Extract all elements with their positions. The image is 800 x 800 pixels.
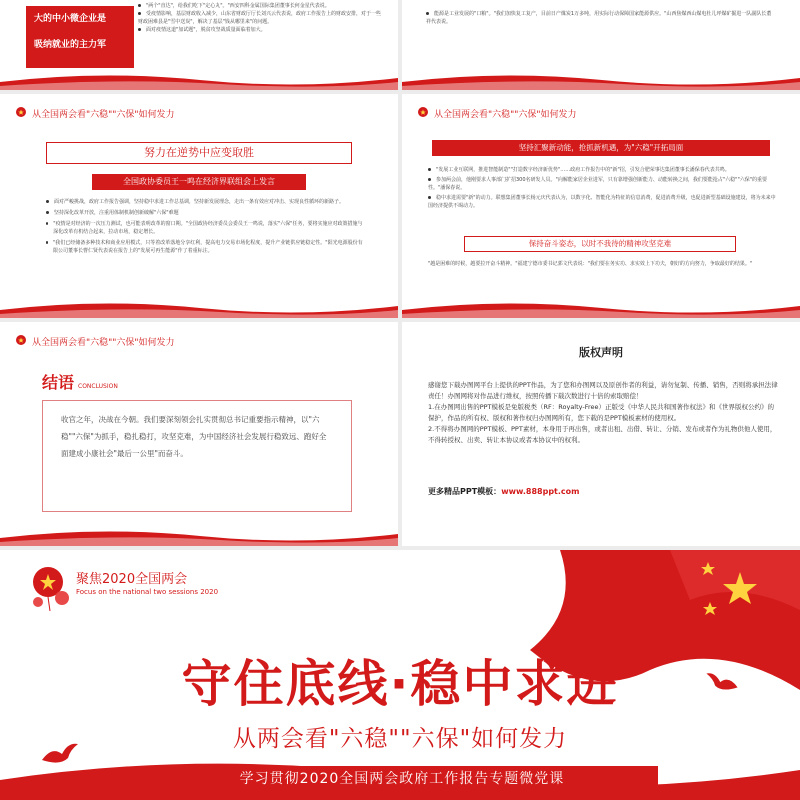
red-wave-decoration [0, 528, 398, 546]
slide-thumbnail-6[interactable] [402, 322, 800, 546]
copyright-title: 版权声明 [579, 346, 623, 359]
cover-slide[interactable] [0, 550, 800, 800]
list-item: 受疫情影响，基层财政收入减少，山东省财政厅厅长刘兴云代表说，政府工作报告上的财政安排，对于一些财政困难县是"雪中送炭"，解决了基层"钱从哪里来"的问题。 [138, 11, 382, 25]
red-wave-decoration [402, 300, 800, 318]
conclusion-title-en: CONCLUSION [78, 383, 118, 390]
bullet-list [138, 2, 383, 34]
copyright-paragraph: 1.在办图网出售的PPT模板是免版税类（RF：Royalty-Free）正版受《中华人民共和国著作权法》和《世界版权公约》的保护，作品的所有权、版权和著作权归办图网所有，您下载的是PPT模板素材的使用权。 [428, 403, 775, 422]
conclusion-title [42, 370, 118, 393]
slide-thumbnail-2[interactable] [402, 0, 800, 90]
balloon-logo-icon [28, 564, 72, 612]
list-item: 稳中求进需要"新"的动力。联想集团董事长杨元庆代表认为，以数字化、智能化为特征的信息消费，促进消费升级，也促进新型基础设施建设，将为未来中国经济提供不竭动力。 [428, 195, 776, 209]
highlight-line-1: 大的中小微企业是 [34, 14, 107, 24]
more-templates-link[interactable]: www.888ppt.com [501, 487, 580, 496]
section-title: 坚持汇聚新动能，抢抓新机遇，为"六稳"开拓局面 [432, 140, 770, 156]
slide-thumbnail-4[interactable] [402, 94, 800, 318]
list-item: "我们已经储备多种技术和商业应用模式，只等着改革落地分享红利，提高电力交易市场化程度，提升产业链供应链稳定性。"阳光电源股份有限公司董事长曹仁贤代表说在报告上的"发展可再生能源"作了着重标注。 [46, 239, 366, 255]
slide-thumbnail-5[interactable] [0, 322, 398, 546]
more-templates [428, 486, 579, 497]
list-item: "疫情是对经济的一次压力测试，也可能表明改革的窗口期。"全国政协经济委员会委员王一鸣说，落实"六保"任务，要将实施应对政策措施与深化改革有机结合起来，拉动市场，稳定增长。 [46, 220, 366, 236]
red-wave-decoration [402, 72, 800, 90]
cover-banner: 学习贯彻2020全国两会政府工作报告专题微党课 [146, 766, 658, 792]
list-item: "发展工业互联网，推进智能制造""打造数字经济新优势"……政府工作报告中的"新"招，引发合肥荣事达集团董事长潘保春代表共鸣。 [428, 166, 778, 174]
balloon-icon [416, 106, 430, 120]
slide-thumbnail-3[interactable] [0, 94, 398, 318]
list-item: 参加两会前，他刚要求人事部门扩招300名研发人员。"向解能家居企业进军，只有靠增强创新能力、动能转换之间，我们要能抢占"六稳""六保"的重要性。"潘保春说。 [428, 177, 768, 191]
slide-thumbnail-1[interactable] [0, 0, 398, 90]
list-item: 面对疫情这道"加试题"，脱贫攻坚战质量面临着加大。 [138, 26, 383, 34]
more-templates-label: 更多精品PPT模板： [428, 487, 502, 496]
slide-header [416, 106, 577, 120]
copyright-paragraph: 感谢您下载办图网平台上提供的PPT作品，为了您和办图网以及原创作者的利益，请勿复制、传播、销售，否则将承担法律责任！办图网将对作品进行维权，按照传播下载次数进行十倍的索取赔偿！ [428, 381, 778, 400]
copyright-body [428, 380, 780, 446]
list-item: 面对严峻挑战，政府工作报告强调，坚持稳中求进工作总基调，坚持新发展理念，走出一条有效应对冲击、实现良性循环的新路子。 [46, 198, 366, 206]
header-text: 从全国两会看"六稳""六保"如何发力 [32, 337, 175, 348]
header-text: 从全国两会看"六稳""六保"如何发力 [434, 109, 577, 120]
list-item: 能源是工业发展的"口粮"。"我们加快复工复产，目前日产煤炭1万多吨，用实际行动保障国家能源供应。"山西焦煤西山煤电杜儿坪煤矿掘进一队副队长董祥代表说。 [426, 11, 772, 25]
bullet-list [426, 10, 776, 26]
brand [76, 568, 218, 596]
red-wave-decoration [0, 300, 398, 318]
highlight-line-2: 吸纳就业的主力军 [34, 40, 107, 50]
header-text: 从全国两会看"六稳""六保"如何发力 [32, 109, 175, 120]
slide-header [14, 334, 175, 348]
section-title-2: 保持奋斗姿态，以时不我待的精神攻坚克难 [464, 236, 736, 252]
brand-subtitle: Focus on the national two sessions 2020 [76, 588, 219, 596]
section-title: 努力在逆势中应变取胜 [46, 142, 352, 164]
conclusion-title-cn: 结语 [42, 373, 75, 392]
copyright-paragraph: 2.不得将办图网的PPT模板、PPT素材，本身用于再出售，或者出租、出借、转让、分销、发布或者作为礼物供他人使用，不得转授权、出卖、转让本协议或者本协议中的权利。 [428, 425, 777, 444]
list-item: 坚持深化改革开放，注重用体制机制创新破解"六保"难题 [46, 209, 366, 217]
cover-main-title: 守住底线·稳中求进 [181, 655, 619, 713]
quote-text: "越是困难的时候，越要拉开奋斗精神。"福建宁德市委书记郭文代表说："我们要在务实功、求实效上下功夫，朝好的方向努力，争取最好的结果。" [428, 261, 753, 267]
balloon-icon [14, 334, 28, 348]
brand-title: 聚焦2020全国两会 [76, 572, 188, 587]
slide-header [14, 106, 175, 120]
balloon-icon [14, 106, 28, 120]
conclusion-body: 收官之年，决战在今朝。我们要深刻领会扎实贯彻总书记重要指示精神，以"六稳""六保"为抓手，稳扎稳打，攻坚克难，为中国经济社会发展行稳致远、跑好全面建成小康社会"最后一公里"而奋斗。 [42, 400, 352, 512]
cover-subtitle: 从两会看"六稳""六保"如何发力 [232, 726, 568, 752]
section-subtitle: 全国政协委员王一鸣在经济界联组会上发言 [92, 174, 306, 190]
bullet-list [428, 166, 778, 210]
highlight-box [26, 6, 134, 68]
bullet-list [46, 198, 366, 258]
list-item: "两个"直达"，给我们吃下"定心丸"。"西安四科金属国际集团董事长何金星代表说。 [138, 2, 383, 10]
red-wave-decoration [0, 72, 398, 90]
